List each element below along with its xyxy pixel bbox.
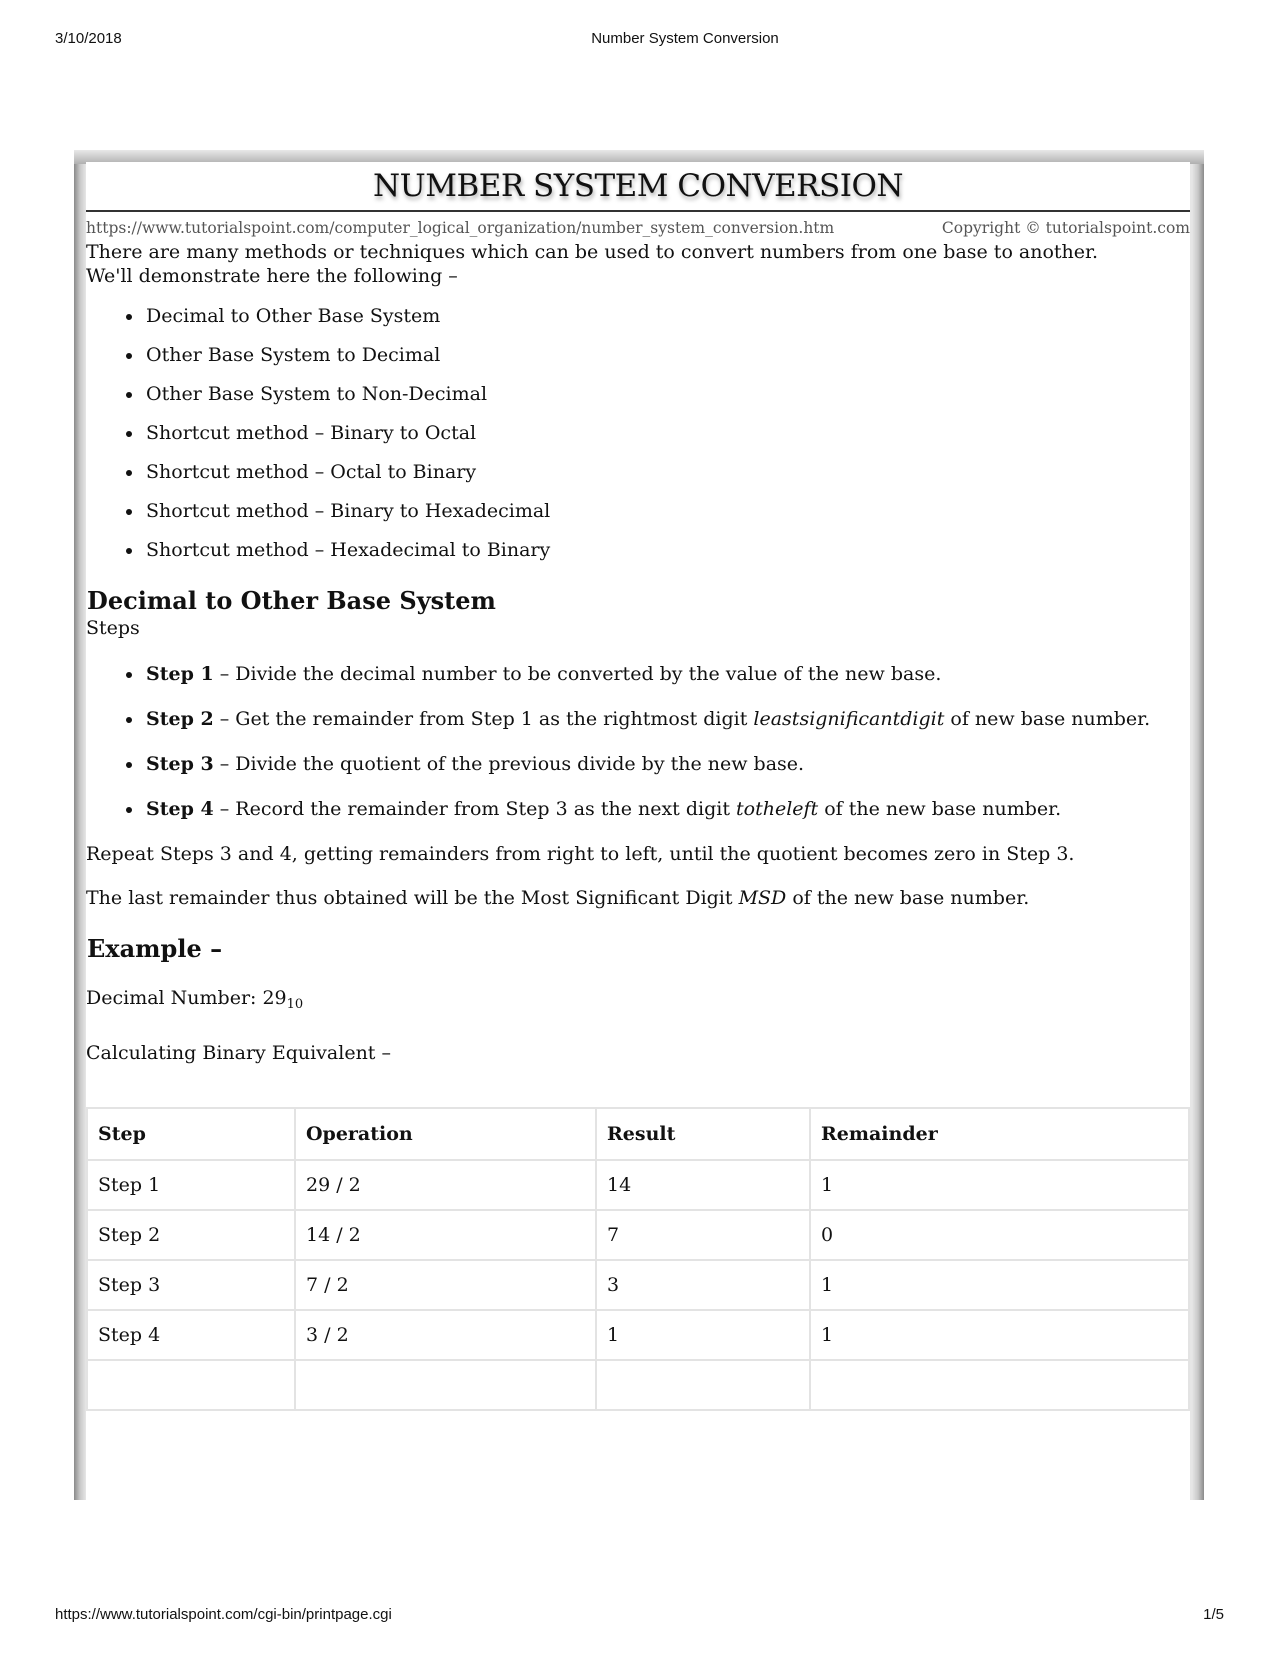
document-panel — [86, 162, 1190, 1500]
list-item: Shortcut method – Octal to Binary — [146, 460, 1190, 499]
list-item: Shortcut method – Binary to Hexadecimal — [146, 499, 1190, 538]
decimal-number-line — [86, 986, 1190, 1017]
steps-label: Steps — [86, 617, 140, 639]
table-cell: 1 — [596, 1310, 810, 1360]
table-row — [87, 1260, 1189, 1310]
step-text: of the new base number. — [818, 798, 1062, 820]
msd-text: The last remainder thus obtained will be the Most Significant Digit — [86, 887, 739, 909]
steps-list — [86, 662, 1190, 842]
print-title: Number System Conversion — [591, 30, 779, 47]
list-item: Decimal to Other Base System — [146, 304, 1190, 343]
source-url[interactable]: https://www.tutorialspoint.com/computer_logical_organization/number_system_conversion.htm — [86, 219, 835, 237]
column-header: Operation — [295, 1108, 596, 1160]
column-header: Step — [87, 1108, 295, 1160]
article-content — [86, 240, 1190, 1411]
table-cell — [295, 1360, 596, 1410]
table-cell: 14 — [596, 1160, 810, 1210]
step-label: Step 1 — [146, 663, 214, 685]
table-cell: Step 1 — [87, 1160, 295, 1210]
column-header: Remainder — [810, 1108, 1189, 1160]
section-heading: Decimal to Other Base System — [87, 586, 496, 615]
table-cell: 14 / 2 — [295, 1210, 596, 1260]
table-cell: 0 — [810, 1210, 1189, 1260]
table-row — [87, 1360, 1189, 1410]
table-cell — [596, 1360, 810, 1410]
msd-paragraph — [86, 886, 1190, 910]
table-cell: 1 — [810, 1160, 1189, 1210]
print-footer — [0, 1606, 1280, 1628]
list-item: Shortcut method – Binary to Octal — [146, 421, 1190, 460]
intro-paragraph: There are many methods or techniques which can be used to convert numbers from one base to another. We'll demonstrate here the following – — [86, 241, 1099, 287]
table-cell: 1 — [810, 1310, 1189, 1360]
list-item: Other Base System to Decimal — [146, 343, 1190, 382]
print-url: https://www.tutorialspoint.com/cgi-bin/printpage.cgi — [55, 1606, 392, 1623]
decimal-base: 10 — [286, 997, 304, 1012]
step-label: Step 2 — [146, 708, 214, 730]
table-cell: 29 / 2 — [295, 1160, 596, 1210]
column-header: Result — [596, 1108, 810, 1160]
decimal-label: Decimal Number: — [86, 987, 263, 1009]
math-expression: MSD — [738, 887, 787, 909]
page-number: 1/5 — [1203, 1606, 1224, 1623]
calculating-label: Calculating Binary Equivalent – — [86, 1042, 391, 1064]
list-item: Shortcut method – Hexadecimal to Binary — [146, 538, 1190, 577]
step-item — [146, 662, 1190, 707]
repeat-paragraph: Repeat Steps 3 and 4, getting remainders from right to left, until the quotient becomes zero in Step 3. — [86, 843, 1075, 865]
document-frame — [74, 150, 1204, 1500]
step-label: Step 3 — [146, 753, 214, 775]
step-text: – Divide the quotient of the previous divide by the new base. — [213, 753, 805, 775]
meta-row — [86, 212, 1190, 240]
step-label: Step 4 — [146, 798, 214, 820]
table-cell: 7 / 2 — [295, 1260, 596, 1310]
binary-calculation-table — [86, 1107, 1190, 1411]
decimal-value: 29 — [262, 987, 287, 1009]
table-cell: 7 — [596, 1210, 810, 1260]
table-cell — [87, 1360, 295, 1410]
document-title: NUMBER SYSTEM CONVERSION — [372, 168, 904, 204]
step-text: – Record the remainder from Step 3 as the next digit — [213, 798, 737, 820]
table-header-row — [87, 1108, 1189, 1160]
table-cell: 3 / 2 — [295, 1310, 596, 1360]
table-cell — [810, 1360, 1189, 1410]
table-cell: 1 — [810, 1260, 1189, 1310]
math-expression: totheleft — [736, 798, 819, 820]
example-heading: Example – — [87, 934, 223, 963]
table-row — [87, 1160, 1189, 1210]
math-expression: leastsignificantdigit — [753, 708, 945, 730]
step-item — [146, 752, 1190, 797]
step-text: of new base number. — [944, 708, 1151, 730]
step-item — [146, 797, 1190, 842]
table-row — [87, 1310, 1189, 1360]
step-item — [146, 707, 1190, 752]
step-text: – Divide the decimal number to be converted by the value of the new base. — [213, 663, 942, 685]
print-date: 3/10/2018 — [55, 30, 122, 47]
table-row — [87, 1210, 1189, 1260]
methods-list — [86, 304, 1190, 577]
msd-text: of the new base number. — [786, 887, 1030, 909]
table-cell: Step 2 — [87, 1210, 295, 1260]
copyright-notice: Copyright © tutorialspoint.com — [941, 219, 1190, 237]
table-cell: Step 4 — [87, 1310, 295, 1360]
step-text: – Get the remainder from Step 1 as the rightmost digit — [213, 708, 754, 730]
table-cell: Step 3 — [87, 1260, 295, 1310]
table-cell: 3 — [596, 1260, 810, 1310]
list-item: Other Base System to Non-Decimal — [146, 382, 1190, 421]
print-header — [0, 30, 1280, 52]
